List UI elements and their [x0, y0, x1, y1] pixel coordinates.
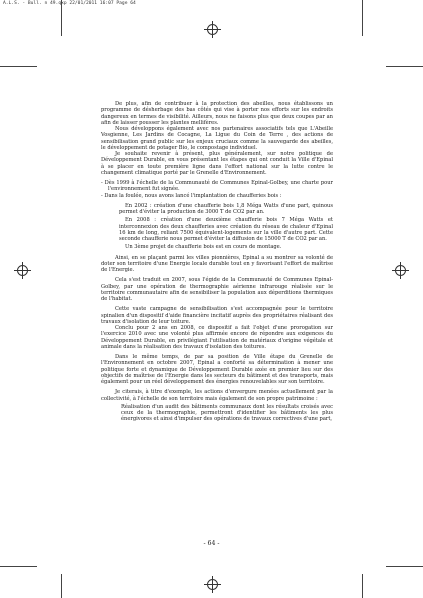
page-number: - 64 - [203, 540, 220, 547]
crop-mark [362, 574, 363, 598]
crop-mark [61, 0, 62, 36]
paragraph: Conclu pour 2 ans en 2008, ce dispositif a fait l'objet d'une prorogation sur l'exercice 2010 avec une volonté plus affirmée encore de répondre aux exigences du Développement Durable, en privilégiant l'utilisation de matériaux d'origine végétale et animale dans la réalisation des travaux d'isolation des toitures. [101, 325, 333, 350]
list-item: - Dès 1999 à l'échelle de la Communauté de Communes Epinal-Golbey, une charte pour l'environnement fut signée. [101, 180, 333, 193]
paragraph: Je souhaite revenir à présent, plus généralement, sur notre politique de Développement Durable, en vous présentant les étapes qui ont conduit la Ville d'Epinal à se placer en toute première ligne dans l'effort national sur la lutte contre le changement climatique porté par le Grenelle d'Environnement. [101, 151, 333, 176]
crop-mark [61, 574, 62, 598]
indented-paragraph: En 2002 : création d'une chaufferie bois 1,8 Méga Watts d'une part, quinous permet d'éviter la production de 3000 T de CO2 par an. [119, 202, 333, 215]
paragraph: Ainsi, en se plaçant parmi les villes pionnières, Epinal a su montrer sa volonté de doter son territoire d'une Energie locale durable tout en y favorisant l'effort de maîtrise de l'Energie. [101, 254, 333, 273]
body-text [101, 101, 333, 423]
crop-mark [0, 566, 37, 567]
indented-paragraph: Un 3ème projet de chaufferie bois est en cours de montage. [125, 244, 282, 251]
crop-mark [0, 66, 37, 67]
crop-mark [362, 0, 363, 36]
registration-mark-bottom [204, 576, 221, 593]
list-item: - Dans la foulée, nous avons lancé l'implantation de chaufferies bois : [101, 192, 282, 199]
registration-mark-left [14, 262, 31, 279]
crop-mark [386, 566, 423, 567]
indented-paragraph: Réalisation d'un audit des bâtiments communaux dont les résultats croisés avec ceux de la thermographie, permettront d'identifier les bâtiments les plus énergivores et ainsi d'impulser des opérations de travaux correctives d'une part, [121, 403, 333, 423]
paragraph: Je citerais, à titre d'exemple, les actions d'envergure menées actuellement par la collectivité, à l'échelle de son territoire mais également de son propre patrimoine : [101, 389, 333, 402]
print-slug: A.L.S. - Bull. n 49.qxp 22/01/2011 16:07 Page 64 [3, 1, 136, 6]
paragraph: Dans le même temps, de par sa position de Ville étape du Grenelle de l'Environnement en octobre 2007, Epinal a conforté sa détermination à mener une politique forte et dynamique de Développement Durable axée en premier lieu sur des objectifs de maîtrise de l'Energie dans les secteurs du bâtiment et des transports, mais également pour un réel développement des énergies renouvelables sur son territoire. [101, 354, 333, 385]
paragraph: Cette vaste campagne de sensibilisation s'est accompagnée pour le territoire spinalien d'un dispositif d'aide financière incitatif auprès des propriétaires réalisant des travaux d'isolation de leur toiture. [101, 306, 333, 325]
registration-mark-top [204, 21, 221, 38]
indented-paragraph: En 2008 : création d'une deuxième chaufferie bois 7 Méga Watts et interconnexion des deux chaufferies avec création du réseau de chaleur d'Epinal 16 km de long, reliant 7500 équivalent-logements sur la ville d'autre part. Cette seconde chaufferie nous permet d'éviter la diffusion de 15000 T de CO2 par an. [119, 217, 333, 242]
registration-mark-right [392, 262, 409, 279]
paragraph: Nous développons également avec nos partenaires associatifs tels que L'Abeille Vosgienne, Les Jardins de Cocagne, La Ligue du Coin de Terre , des actions de sensibilisation grand public sur les enjeux cruciaux comme la sauvegarde des abeilles, le développement de potager Bio, le compostage individuel. [101, 126, 333, 151]
crop-mark [386, 66, 423, 67]
paragraph: De plus, afin de contribuer à la protection des abeilles, nous établissons un programme de désherbage des bas côtés qui vise à porter nos efforts sur les endroits dangereux en termes de visibilité. Ailleurs, nous ne faisons plus que deux coupes par an afin de laisser pousser les plantes mellifères. [101, 101, 333, 126]
paragraph: Cela s'est traduit en 2007, sous l'égide de la Communauté de Communes Epinal-Golbey, par une opération de thermographie aérienne infrarouge réalisée sur le territoire communautaire afin de sensibiliser la population aux déperditions thermiques de l'habitat. [101, 277, 333, 302]
